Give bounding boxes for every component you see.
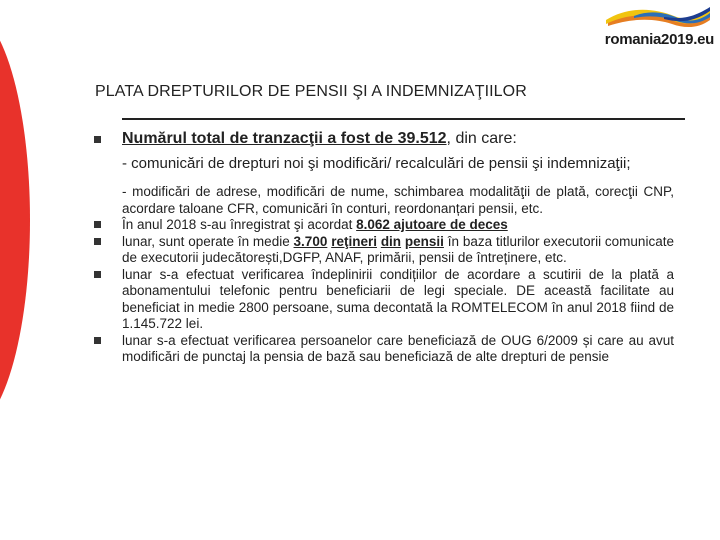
transactions-total	[122, 125, 674, 149]
retentions-text	[122, 234, 674, 267]
transactions-count-underlined: Numărul total de tranzacţii a fost de 39.512	[122, 130, 447, 147]
retentions-word: reţineri	[331, 233, 377, 249]
logo-wave-icon	[604, 4, 712, 30]
retentions-suffix: în baza titlurilor executorii comunicate de executorii judecătorești,DGFP, ANAF, primării, pensii de întreținere, etc.	[122, 233, 674, 265]
sub-item-communications: - comunicări de drepturi noi şi modificări/ recalculări de pensii şi indemnizaţii;	[122, 155, 631, 172]
death-aid-prefix: În anul 2018 s-au înregistrat şi acordat	[122, 217, 357, 232]
bullet-item-retentions	[94, 234, 674, 267]
square-bullet-icon	[94, 136, 101, 143]
bullet-item-oug-verification	[94, 333, 674, 366]
death-aid-count: 8.062 ajutoare de deces	[356, 217, 508, 232]
logo-text: romania2019.eu	[604, 31, 714, 48]
retentions-count: 3.700	[293, 233, 328, 249]
square-bullet-icon	[94, 221, 101, 228]
square-bullet-icon	[94, 238, 101, 245]
content-list	[94, 125, 674, 366]
title-divider	[122, 118, 685, 120]
retentions-prefix: lunar, sunt operate în medie	[122, 233, 294, 249]
din-word: din	[380, 233, 402, 249]
pensii-word: pensii	[404, 233, 444, 249]
sub-item-modifications: - modificări de adrese, modificări de nume, schimbarea modalităţii de plată, corecţii CNP, acordare taloane CFR, comunicări în conturi, reordonanțari pensii, etc.	[122, 184, 674, 216]
phone-exemption-text: lunar s-a efectuat verificarea îndeplinirii condițiilor de acordare a scutirii de la plată a abonamentului telefonic pentru beneficiarii de legi speciale. DE această facilitate au beneficiat in medie 2800 persoane, suma decontată la ROMTELECOM în anul 2018 fiind de 1.145.722 lei.	[122, 266, 674, 331]
decorative-red-circle	[0, 10, 30, 430]
page-title: PLATA DREPTURILOR DE PENSII ŞI A INDEMNIZAŢIILOR	[95, 83, 527, 100]
transactions-rest: , din care:	[446, 130, 517, 147]
bullet-item-phone-exemption	[94, 267, 674, 333]
bullet-item-transactions	[94, 125, 674, 149]
oug-verification-text: lunar s-a efectuat verificarea persoanelor care beneficiază de OUG 6/2009 și care au avut modificări de punctaj la pensia de bază sau beneficiază de alte drepturi de pensie	[122, 332, 674, 364]
death-aid-text	[122, 217, 674, 234]
romania2019-logo	[586, 4, 716, 52]
bullet-item-death-aid	[94, 217, 674, 234]
square-bullet-icon	[94, 271, 101, 278]
square-bullet-icon	[94, 337, 101, 344]
